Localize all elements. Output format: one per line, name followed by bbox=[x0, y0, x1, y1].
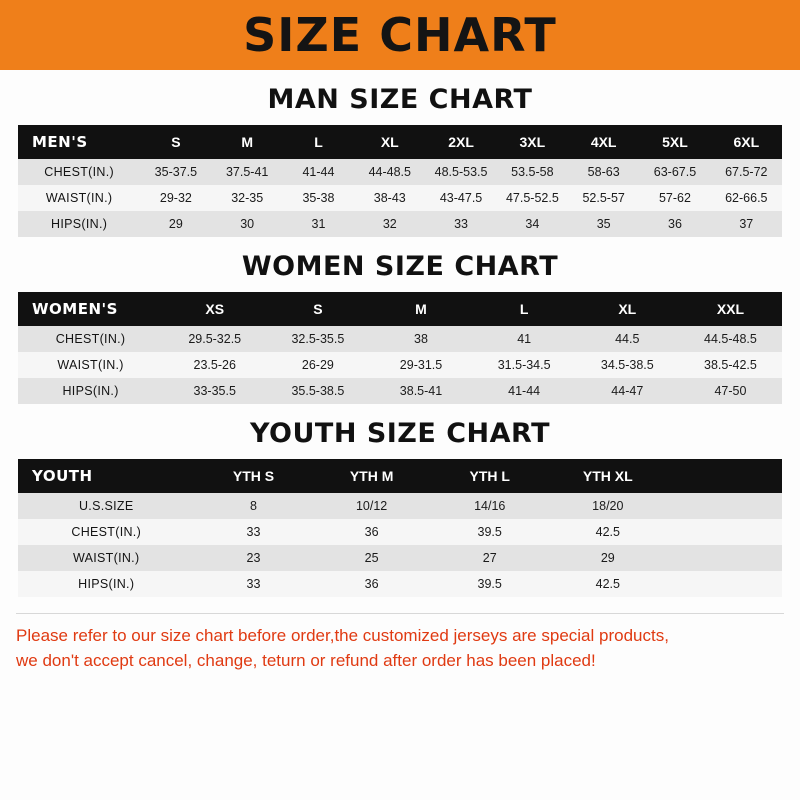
youth-cell: 18/20 bbox=[549, 493, 667, 519]
youth-cell: 39.5 bbox=[431, 571, 549, 597]
men-cell: 62-66.5 bbox=[711, 185, 782, 211]
men-cell: 36 bbox=[639, 211, 710, 237]
men-header-cell: 5XL bbox=[639, 125, 710, 159]
youth-cell: 29 bbox=[549, 545, 667, 571]
table-row bbox=[18, 352, 782, 378]
men-cell: 37.5-41 bbox=[212, 159, 283, 185]
youth-cell bbox=[667, 493, 782, 519]
women-cell: 34.5-38.5 bbox=[576, 352, 679, 378]
men-header-cell: L bbox=[283, 125, 354, 159]
youth-size-section bbox=[0, 418, 800, 597]
women-header-cell: XS bbox=[163, 292, 266, 326]
men-row-label: HIPS(IN.) bbox=[18, 211, 140, 237]
youth-cell: 25 bbox=[313, 545, 431, 571]
men-cell: 38-43 bbox=[354, 185, 425, 211]
men-cell: 31 bbox=[283, 211, 354, 237]
men-cell: 35-37.5 bbox=[140, 159, 211, 185]
men-header-cell: 4XL bbox=[568, 125, 639, 159]
table-row bbox=[18, 571, 782, 597]
men-cell: 57-62 bbox=[639, 185, 710, 211]
men-cell: 48.5-53.5 bbox=[425, 159, 496, 185]
youth-cell: 36 bbox=[313, 519, 431, 545]
women-header-cell: L bbox=[473, 292, 576, 326]
women-cell: 44-47 bbox=[576, 378, 679, 404]
youth-row-label: HIPS(IN.) bbox=[18, 571, 194, 597]
women-cell: 38 bbox=[369, 326, 472, 352]
men-cell: 30 bbox=[212, 211, 283, 237]
table-row bbox=[18, 545, 782, 571]
page-title: SIZE CHART bbox=[243, 8, 557, 62]
youth-cell: 14/16 bbox=[431, 493, 549, 519]
men-header-cell: 2XL bbox=[425, 125, 496, 159]
men-cell: 35-38 bbox=[283, 185, 354, 211]
women-cell: 29-31.5 bbox=[369, 352, 472, 378]
men-section-title: MAN SIZE CHART bbox=[267, 84, 533, 115]
women-cell: 23.5-26 bbox=[163, 352, 266, 378]
youth-cell: 36 bbox=[313, 571, 431, 597]
men-size-section bbox=[0, 84, 800, 237]
women-cell: 38.5-42.5 bbox=[679, 352, 782, 378]
men-cell: 47.5-52.5 bbox=[497, 185, 568, 211]
youth-header-cell bbox=[667, 459, 782, 493]
men-cell: 44-48.5 bbox=[354, 159, 425, 185]
youth-cell: 23 bbox=[194, 545, 312, 571]
men-cell: 43-47.5 bbox=[425, 185, 496, 211]
men-cell: 37 bbox=[711, 211, 782, 237]
youth-header-cell: YTH M bbox=[313, 459, 431, 493]
men-cell: 29 bbox=[140, 211, 211, 237]
men-header-cell: 3XL bbox=[497, 125, 568, 159]
men-cell: 32 bbox=[354, 211, 425, 237]
men-cell: 41-44 bbox=[283, 159, 354, 185]
men-header-cell: MEN'S bbox=[18, 125, 140, 159]
youth-cell: 10/12 bbox=[313, 493, 431, 519]
table-row bbox=[18, 211, 782, 237]
women-cell: 35.5-38.5 bbox=[266, 378, 369, 404]
policy-note-line-1: Please refer to our size chart before order,the customized jerseys are special products, bbox=[16, 626, 669, 645]
women-size-section bbox=[0, 251, 800, 404]
men-table-header-row bbox=[18, 125, 782, 159]
women-size-table bbox=[18, 292, 782, 404]
table-row bbox=[18, 159, 782, 185]
youth-header-cell: YOUTH bbox=[18, 459, 194, 493]
women-cell: 41-44 bbox=[473, 378, 576, 404]
men-cell: 35 bbox=[568, 211, 639, 237]
youth-cell: 42.5 bbox=[549, 519, 667, 545]
youth-cell bbox=[667, 545, 782, 571]
youth-cell bbox=[667, 519, 782, 545]
youth-header-cell: YTH L bbox=[431, 459, 549, 493]
men-header-cell: XL bbox=[354, 125, 425, 159]
youth-header-cell: YTH XL bbox=[549, 459, 667, 493]
table-row bbox=[18, 493, 782, 519]
women-cell: 31.5-34.5 bbox=[473, 352, 576, 378]
men-cell: 58-63 bbox=[568, 159, 639, 185]
women-cell: 32.5-35.5 bbox=[266, 326, 369, 352]
youth-row-label: U.S.SIZE bbox=[18, 493, 194, 519]
women-header-cell: S bbox=[266, 292, 369, 326]
youth-cell: 27 bbox=[431, 545, 549, 571]
men-cell: 63-67.5 bbox=[639, 159, 710, 185]
men-cell: 29-32 bbox=[140, 185, 211, 211]
youth-header-cell: YTH S bbox=[194, 459, 312, 493]
men-cell: 52.5-57 bbox=[568, 185, 639, 211]
women-header-cell: WOMEN'S bbox=[18, 292, 163, 326]
women-cell: 26-29 bbox=[266, 352, 369, 378]
men-cell: 67.5-72 bbox=[711, 159, 782, 185]
women-cell: 33-35.5 bbox=[163, 378, 266, 404]
youth-cell: 33 bbox=[194, 519, 312, 545]
men-cell: 32-35 bbox=[212, 185, 283, 211]
women-header-cell: M bbox=[369, 292, 472, 326]
women-cell: 44.5-48.5 bbox=[679, 326, 782, 352]
men-header-cell: 6XL bbox=[711, 125, 782, 159]
men-cell: 53.5-58 bbox=[497, 159, 568, 185]
women-header-cell: XXL bbox=[679, 292, 782, 326]
policy-note-line-2: we don't accept cancel, change, teturn or refund after order has been placed! bbox=[16, 650, 596, 670]
table-row bbox=[18, 378, 782, 404]
women-cell: 44.5 bbox=[576, 326, 679, 352]
header-banner bbox=[0, 0, 800, 70]
women-section-title: WOMEN SIZE CHART bbox=[241, 251, 559, 282]
table-row bbox=[18, 519, 782, 545]
women-row-label: CHEST(IN.) bbox=[18, 326, 163, 352]
men-header-cell: S bbox=[140, 125, 211, 159]
women-cell: 38.5-41 bbox=[369, 378, 472, 404]
women-cell: 47-50 bbox=[679, 378, 782, 404]
men-row-label: CHEST(IN.) bbox=[18, 159, 140, 185]
men-header-cell: M bbox=[212, 125, 283, 159]
women-cell: 29.5-32.5 bbox=[163, 326, 266, 352]
youth-row-label: CHEST(IN.) bbox=[18, 519, 194, 545]
men-cell: 33 bbox=[425, 211, 496, 237]
women-row-label: WAIST(IN.) bbox=[18, 352, 163, 378]
youth-size-table bbox=[18, 459, 782, 597]
policy-note bbox=[16, 613, 784, 673]
youth-cell: 42.5 bbox=[549, 571, 667, 597]
women-row-label: HIPS(IN.) bbox=[18, 378, 163, 404]
men-cell: 34 bbox=[497, 211, 568, 237]
men-row-label: WAIST(IN.) bbox=[18, 185, 140, 211]
youth-cell bbox=[667, 571, 782, 597]
youth-cell: 39.5 bbox=[431, 519, 549, 545]
youth-cell: 33 bbox=[194, 571, 312, 597]
men-size-table bbox=[18, 125, 782, 237]
youth-section-title: YOUTH SIZE CHART bbox=[249, 418, 551, 449]
youth-table-header-row bbox=[18, 459, 782, 493]
youth-row-label: WAIST(IN.) bbox=[18, 545, 194, 571]
youth-cell: 8 bbox=[194, 493, 312, 519]
table-row bbox=[18, 326, 782, 352]
table-row bbox=[18, 185, 782, 211]
women-header-cell: XL bbox=[576, 292, 679, 326]
women-cell: 41 bbox=[473, 326, 576, 352]
women-table-header-row bbox=[18, 292, 782, 326]
